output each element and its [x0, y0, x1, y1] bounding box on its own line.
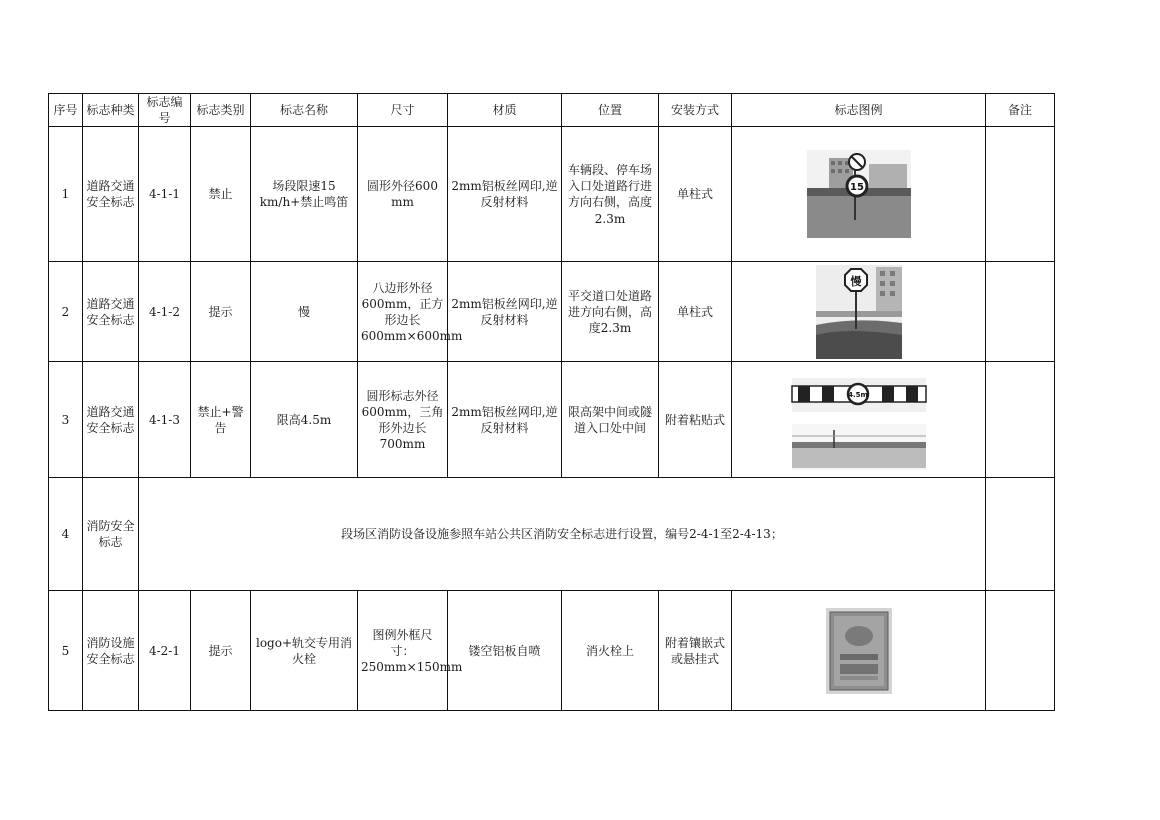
cell-position: 车辆段、停车场入口处道路行进方向右侧，高度2.3m — [562, 127, 659, 262]
cell-material: 2mm铝板丝网印,逆反射材料 — [448, 262, 562, 362]
cell-material: 2mm铝板丝网印,逆反射材料 — [448, 127, 562, 262]
cell-position: 限高架中间或隧道入口处中间 — [562, 362, 659, 478]
header-cell-position: 位置 — [562, 94, 659, 127]
speed-sign-text: 15 — [849, 182, 864, 194]
header-cell-install: 安装方式 — [659, 94, 732, 127]
cell-position: 消火栓上 — [562, 591, 659, 711]
speed-limit-sign-photo — [807, 150, 911, 238]
header-row — [49, 94, 1055, 127]
cell-install: 附着粘贴式 — [659, 362, 732, 478]
cell-type: 消防设施安全标志 — [83, 591, 139, 711]
cell-size: 图例外框尺寸：250mm×150mm — [358, 591, 448, 711]
cell-no: 5 — [49, 591, 83, 711]
fire-hydrant-plate-photo — [826, 608, 892, 694]
cell-install: 单柱式 — [659, 127, 732, 262]
cell-category: 提示 — [191, 262, 251, 362]
slow-sign-text: 慢 — [850, 274, 861, 288]
cell-code: 4-1-3 — [139, 362, 191, 478]
cell-name: 限高4.5m — [251, 362, 358, 478]
table-row — [49, 478, 1055, 591]
cell-type: 道路交通安全标志 — [83, 262, 139, 362]
cell-legend — [732, 127, 986, 262]
cell-type: 消防安全标志 — [83, 478, 139, 591]
table-row — [49, 127, 1055, 262]
cell-remark — [986, 478, 1055, 591]
cell-remark — [986, 362, 1055, 478]
cell-name: 慢 — [251, 262, 358, 362]
cell-install: 附着镶嵌式或悬挂式 — [659, 591, 732, 711]
cell-position: 平交道口处道路进方向右侧，高度2.3m — [562, 262, 659, 362]
cell-code: 4-1-2 — [139, 262, 191, 362]
cell-name: 场段限速15 km/h+禁止鸣笛 — [251, 127, 358, 262]
cell-no: 2 — [49, 262, 83, 362]
header-cell-category: 标志类别 — [191, 94, 251, 127]
height-sign-text: 4.5m — [847, 390, 868, 399]
cell-material: 镂空铝板自喷 — [448, 591, 562, 711]
header-cell-name: 标志名称 — [251, 94, 358, 127]
header-cell-remark: 备注 — [986, 94, 1055, 127]
header-cell-material: 材质 — [448, 94, 562, 127]
cell-legend — [732, 262, 986, 362]
cell-type: 道路交通安全标志 — [83, 362, 139, 478]
cell-code: 4-2-1 — [139, 591, 191, 711]
cell-no: 4 — [49, 478, 83, 591]
header-cell-type: 标志种类 — [83, 94, 139, 127]
cell-install: 单柱式 — [659, 262, 732, 362]
table-row — [49, 362, 1055, 478]
cell-material: 2mm铝板丝网印,逆反射材料 — [448, 362, 562, 478]
header-cell-code: 标志编号 — [139, 94, 191, 127]
cell-remark — [986, 262, 1055, 362]
cell-type: 道路交通安全标志 — [83, 127, 139, 262]
cell-merged-note: 段场区消防设备设施参照车站公共区消防安全标志进行设置，编号2-4-1至2-4-13； — [139, 478, 986, 591]
cell-legend — [732, 362, 986, 478]
slow-sign-photo — [816, 265, 902, 359]
cell-remark — [986, 127, 1055, 262]
header-cell-no: 序号 — [49, 94, 83, 127]
cell-size: 圆形外径600 mm — [358, 127, 448, 262]
table-row — [49, 262, 1055, 362]
cell-no: 3 — [49, 362, 83, 478]
cell-category: 提示 — [191, 591, 251, 711]
header-cell-legend: 标志图例 — [732, 94, 986, 127]
cell-category: 禁止 — [191, 127, 251, 262]
height-limit-sign-photo — [792, 370, 926, 470]
cell-code: 4-1-1 — [139, 127, 191, 262]
sign-specification-table — [48, 93, 1055, 711]
header-cell-size: 尺寸 — [358, 94, 448, 127]
table-row — [49, 591, 1055, 711]
cell-remark — [986, 591, 1055, 711]
cell-name: logo+轨交专用消火栓 — [251, 591, 358, 711]
cell-legend — [732, 591, 986, 711]
cell-size: 八边形外径600mm，正方形边长600mm×600mm — [358, 262, 448, 362]
cell-no: 1 — [49, 127, 83, 262]
cell-size: 圆形标志外径600mm，三角形外边长700mm — [358, 362, 448, 478]
cell-category: 禁止+警告 — [191, 362, 251, 478]
